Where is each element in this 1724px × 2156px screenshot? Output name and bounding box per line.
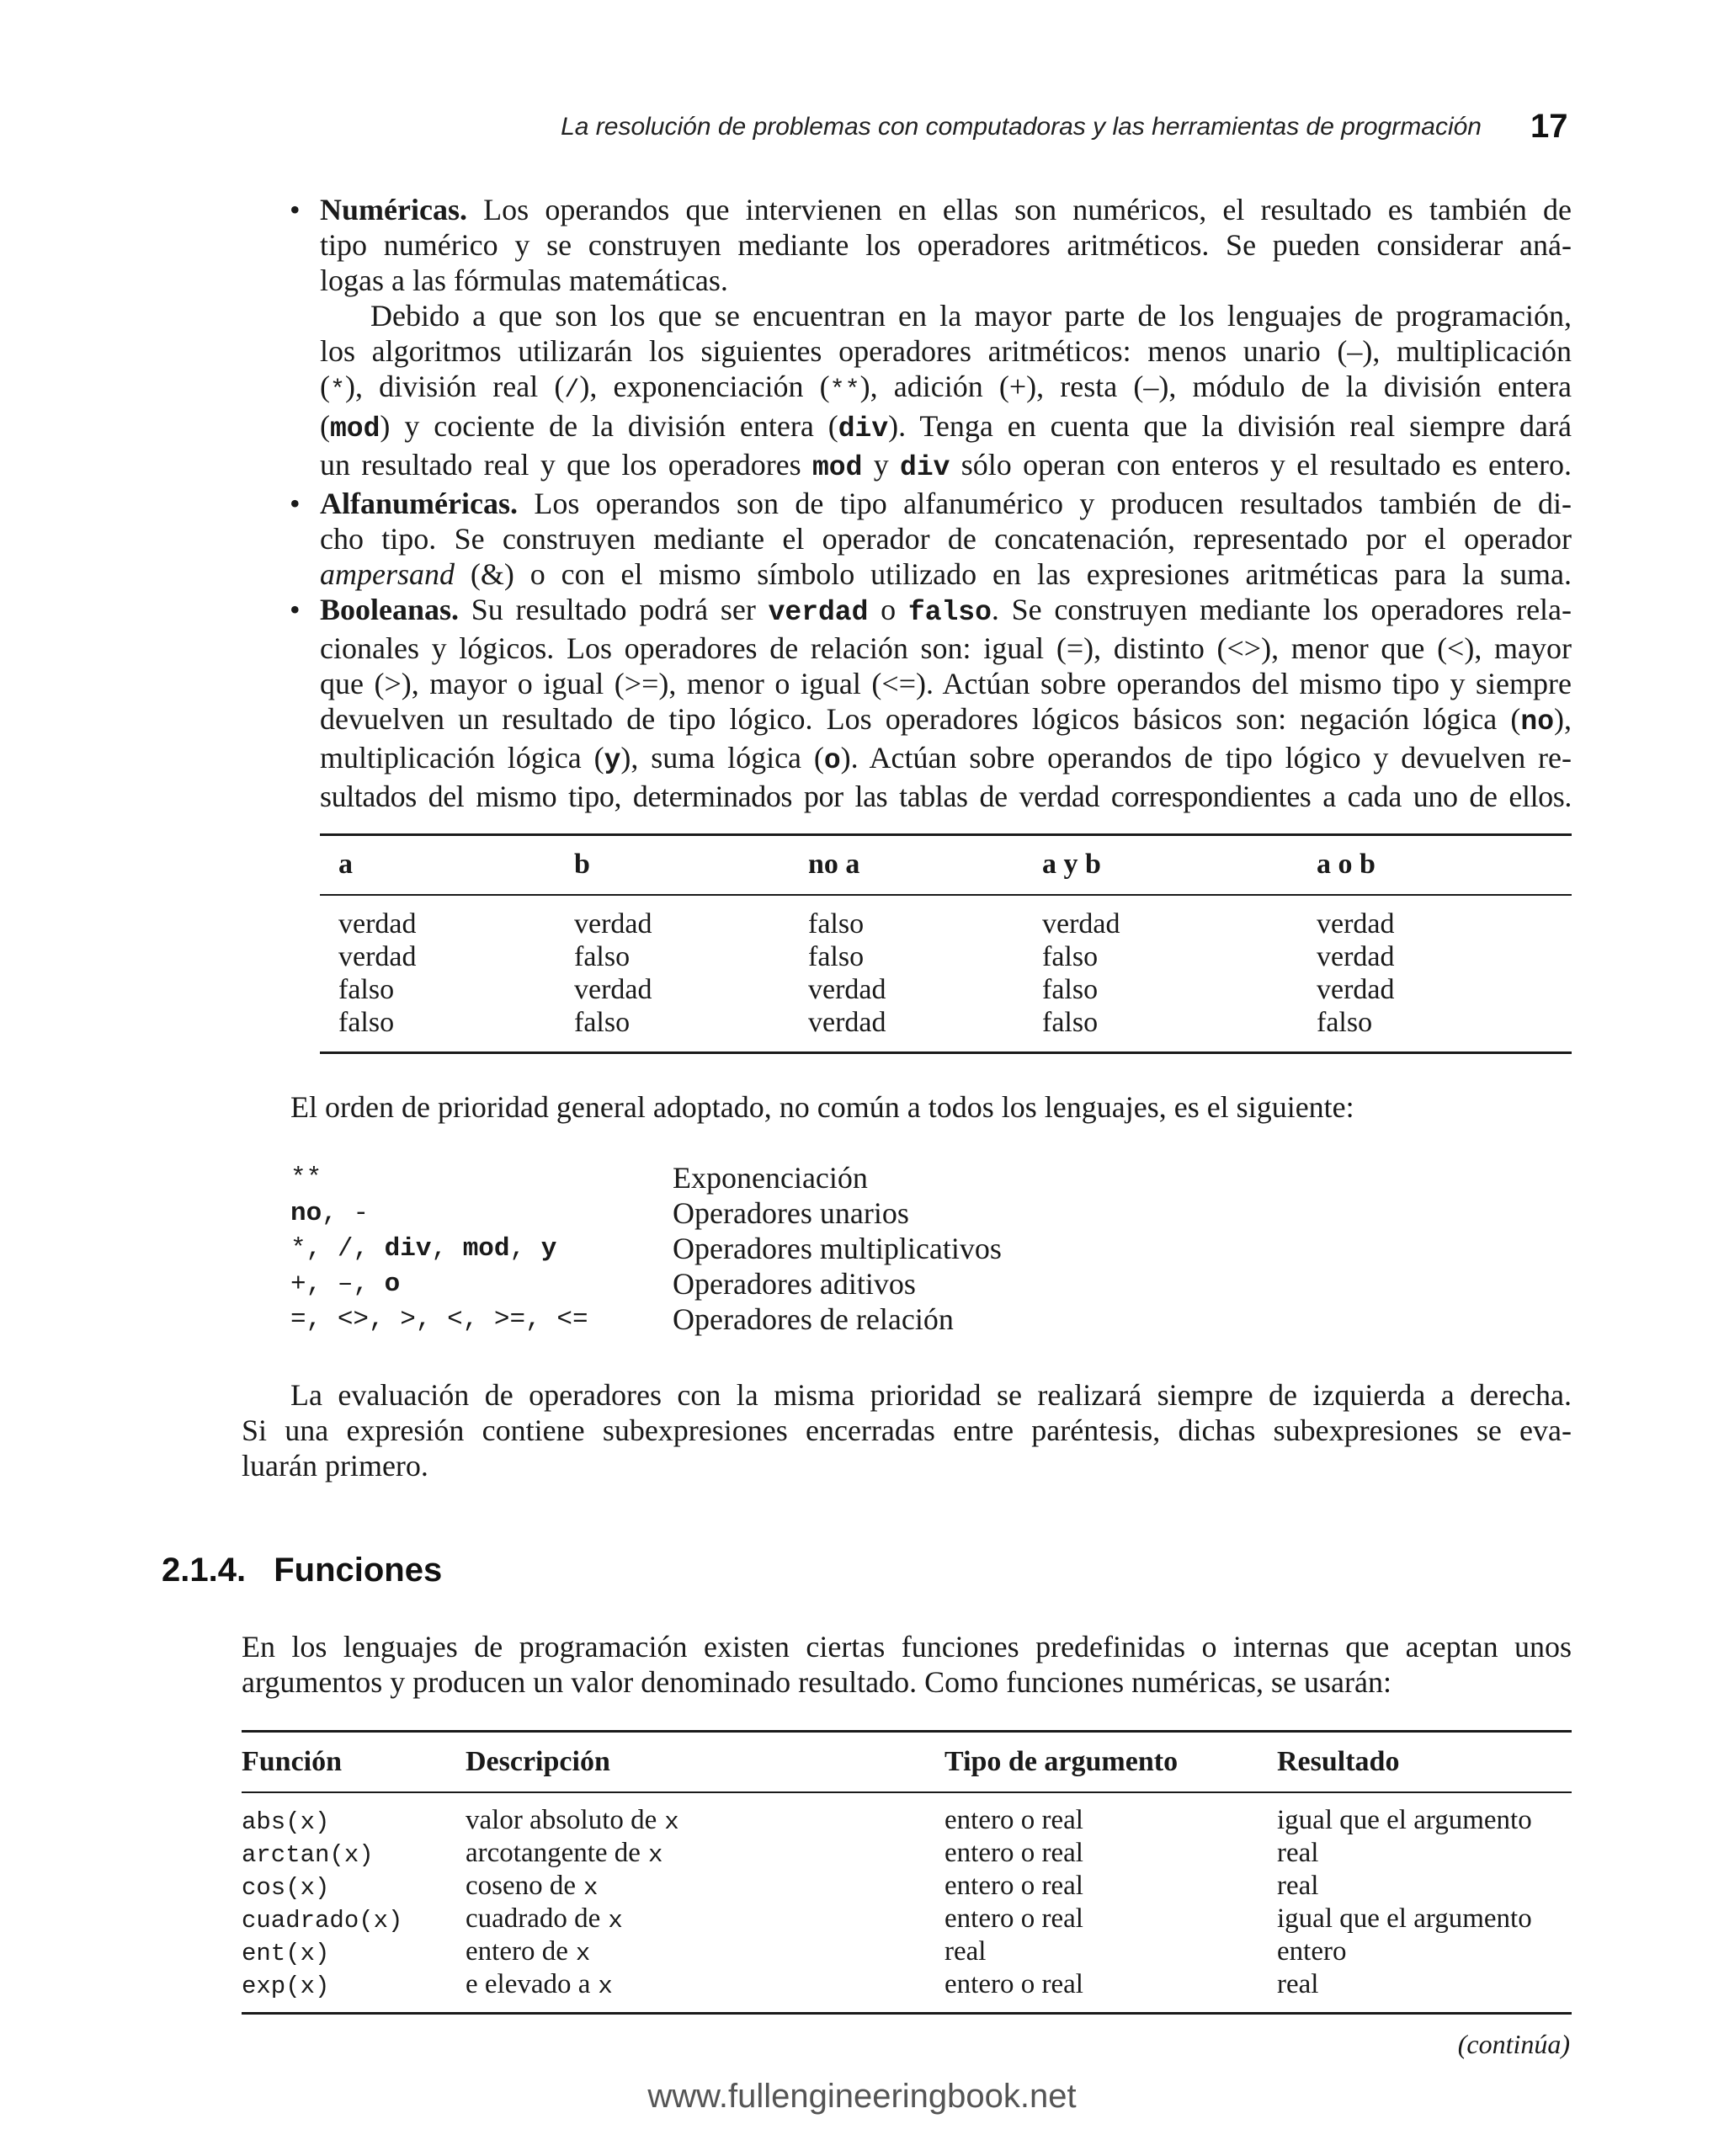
operator-div: / [564,376,580,405]
function-name: ent(x) [242,1940,330,1967]
function-variable-x: x [647,1841,663,1869]
text-fragment: ), [1554,702,1572,736]
text-fragment: y [873,448,889,482]
function-description-text: arcotangente de [466,1838,641,1868]
function-row [242,1936,1572,1969]
functions-table-body [242,1805,1572,2002]
evaluation-line-3: luarán primero. [242,1449,428,1483]
priority-description: Operadores aditivos [673,1267,916,1301]
priority-operator-token: , [462,1305,494,1334]
functions-col-tipo: Tipo de argumento [944,1746,1179,1777]
running-header [505,113,1482,141]
function-argument-type: entero o real [944,1838,1083,1868]
function-description-text: coseno de [466,1871,577,1901]
keyword-mod: mod [811,452,863,483]
alfanumericas-line-1 [320,486,1572,521]
priority-operator-token: , [415,1305,448,1334]
bullet-dot-icon: • [290,593,301,626]
priority-operator-token: = [290,1305,306,1334]
function-description-text: e elevado a [466,1969,591,1999]
numericas-text-1: Los operandos que intervienen en ellas son numéricos, el resultado es también de [483,193,1572,226]
running-title: La resolución de problemas con computadoras y las herramientas de progrmación [561,113,1482,141]
booleanas-line-6: sultados del mismo tipo, determinados por las tablas de verdad correspondientes a cada uno de ellos. [320,780,1572,813]
text-fragment: ). Tenga en cuenta que la división real siempre dará [888,409,1572,443]
truth-table-top-rule [320,833,1572,836]
priority-rows [290,1160,1301,1337]
truth-table-cell: verdad [338,908,417,940]
text-fragment: ) y cociente de la división entera ( [380,409,838,443]
keyword-div: div [900,452,950,483]
priority-row [290,1231,1301,1266]
text-fragment: ), suma lógica ( [620,741,824,775]
numericas-line-2: tipo numérico y se construyen mediante los operadores aritméticos. Se pueden considerar aná- [320,228,1572,262]
truth-table-cell: falso [1042,974,1099,1005]
priority-operator-token: – [337,1270,354,1299]
truth-col-a: a [338,849,353,880]
priority-operator-token: < [447,1305,463,1334]
truth-table-cell: falso [808,908,865,940]
function-name: cuadrado(x) [242,1907,403,1935]
alfanumericas-line-2: cho tipo. Se construyen mediante el operador de concatenación, representado por el operador [320,522,1572,556]
truth-col-b: b [574,849,590,880]
priority-operator-token: , [509,1234,541,1264]
truth-table-cell: verdad [1317,974,1395,1005]
function-row [242,1805,1572,1838]
alfanumericas-text-1: Los operandos son de tipo alfanumérico y producen resultados también de di- [534,487,1572,520]
bullet-dot-icon: • [290,487,301,520]
truth-table-cell: falso [574,1007,631,1038]
numericas-line-1 [320,192,1572,227]
function-variable-x: x [608,1907,623,1935]
text-fragment: Su resultado podrá ser [471,593,756,626]
evaluation-line-1: La evaluación de operadores con la misma prioridad se realizará siempre de izquierda a derecha. [290,1378,1572,1412]
truth-table-cell: falso [338,1007,395,1038]
function-argument-type: entero o real [944,1805,1083,1835]
function-argument-type: entero o real [944,1903,1083,1934]
operator-exp: ** [829,376,860,405]
function-description [466,1903,623,1935]
text-fragment: devuelven un resultado de tipo lógico. Los operadores lógicos básicos son: negación lógica ( [320,702,1521,736]
bullet-booleanas [290,592,1572,814]
truth-table-cell: falso [1042,1007,1099,1038]
priority-operators [290,1234,556,1264]
truth-table-cell: verdad [1042,908,1120,940]
priority-table [290,1160,1301,1337]
booleanas-line-2: cionales y lógicos. Los operadores de relación son: igual (=), distinto (<>), menor que (<), mayor [320,631,1572,665]
function-result: real [1277,1838,1319,1868]
function-argument-type: entero o real [944,1871,1083,1901]
function-variable-x: x [583,1874,599,1902]
text-fragment: ( [320,409,330,443]
function-description [466,1969,613,2000]
functions-table-top-rule [242,1730,1572,1733]
term-alfanumericas: Alfanuméricas. [320,487,518,520]
function-variable-x: x [575,1940,591,1967]
priority-operators [290,1305,588,1334]
priority-operators [290,1270,400,1299]
term-booleanas: Booleanas. [320,593,460,626]
function-result: igual que el argumento [1277,1805,1532,1835]
priority-operator-token: / [337,1234,354,1264]
section-heading [162,1552,442,1589]
priority-operator-token: > [400,1305,416,1334]
section-number: 2.1.4. [162,1552,247,1589]
text-fragment: ), adición (+), resta (–), módulo de la división entera [859,370,1572,403]
text-fragment: un resultado real y que los operadores [320,448,801,482]
function-rows [242,1805,1572,2002]
function-row [242,1871,1572,1903]
section-intro-line-1: En los lenguajes de programación existen ciertas funciones predefinidas o internas que aceptan unos [242,1630,1572,1664]
priority-description: Operadores multiplicativos [673,1232,1002,1265]
truth-table-cell: falso [808,941,865,972]
function-name: arctan(x) [242,1841,374,1869]
priority-operator-token: * [290,1234,306,1264]
booleanas-line-3: que (>), mayor o igual (>=), menor o igual (<=). Actúan sobre operandos del mismo tipo y siempre [320,667,1572,700]
truth-table-cell: falso [338,974,395,1005]
functions-table-bottom-rule [242,2012,1572,2015]
priority-operators [290,1199,369,1228]
priority-row [290,1160,1301,1195]
keyword-no: no [1520,706,1554,737]
keyword-mod: mod [330,413,380,445]
evaluation-paragraph [242,1377,1572,1483]
text-fragment: o [881,593,897,626]
booleanas-line-1 [320,592,1572,631]
italic-ampersand: ampersand [320,557,455,591]
truth-table-cell: verdad [808,1007,886,1038]
priority-operator-token: <= [556,1305,588,1334]
truth-table-cell: verdad [808,974,886,1005]
operator-mul: * [330,376,346,405]
numericas-p2-line-3 [320,369,1572,408]
function-variable-x: x [664,1808,679,1836]
truth-table-cell: verdad [1317,941,1395,972]
text-fragment: multiplicación lógica ( [320,741,604,775]
priority-operator-token: , [322,1199,354,1228]
priority-operator-token: div [384,1234,432,1264]
priority-operator-token: , [431,1234,463,1264]
priority-operator-token: , [306,1270,338,1299]
text-fragment: ), exponenciación ( [579,370,830,403]
keyword-verdad: verdad [768,597,869,628]
priority-intro: El orden de prioridad general adoptado, no común a todos los lenguajes, es el siguiente: [290,1090,1354,1124]
functions-col-funcion: Función [242,1746,343,1777]
keyword-o: o [823,745,841,776]
function-description [466,1838,662,1869]
text-fragment: (&) o con el mismo símbolo utilizado en las expresiones aritméticas para la suma. [470,557,1572,591]
priority-operator-token: no [290,1199,322,1228]
function-result: real [1277,1969,1319,1999]
section-intro-line-2: argumentos y producen un valor denominado resultado. Como funciones numéricas, se usarán: [242,1665,1391,1699]
section-intro [242,1629,1572,1700]
text-fragment: sólo operan con enteros y el resultado es entero. [960,448,1572,482]
alfanumericas-line-3 [320,556,1572,592]
priority-description: Exponenciación [673,1161,868,1195]
functions-table-header-rule [242,1791,1572,1793]
priority-operator-token: mod [462,1234,510,1264]
section-title: Funciones [274,1552,443,1589]
function-description-text: entero de [466,1936,568,1967]
priority-operators [290,1163,322,1193]
priority-row [290,1195,1301,1231]
continues-note: (continúa) [1457,2029,1570,2059]
bullet-dot-icon: • [290,193,301,226]
evaluation-line-2: Si una expresión contiene subexpresiones encerradas entre paréntesis, dichas subexpresiones se eva- [242,1413,1572,1447]
function-row [242,1838,1572,1871]
priority-operator-token: , [525,1305,557,1334]
priority-operator-token: >= [493,1305,526,1334]
priority-operator-token: , [353,1270,385,1299]
priority-description: Operadores unarios [673,1196,909,1230]
priority-description: Operadores de relación [673,1302,954,1336]
numericas-line-3: logas a las fórmulas matemáticas. [320,264,728,297]
function-name: cos(x) [242,1874,330,1902]
priority-operator-token: o [384,1270,401,1299]
watermark-url: www.fullengineeringbook.net [647,2078,1077,2115]
priority-operator-token: y [540,1234,557,1264]
function-description [466,1936,590,1967]
page-number: 17 [1530,108,1568,145]
truth-table-cell: verdad [574,908,652,940]
priority-operator-token: , [353,1234,385,1264]
truth-col-no-a: no a [808,849,860,880]
truth-col-a-o-b: a o b [1317,849,1375,880]
function-result: entero [1277,1936,1347,1967]
truth-table-cell: falso [574,941,631,972]
truth-col-a-y-b: a y b [1042,849,1101,880]
numericas-p2-line-5 [320,447,1572,486]
priority-operator-token: , [369,1305,401,1334]
functions-col-descripcion: Descripción [466,1746,610,1777]
function-argument-type: entero o real [944,1969,1083,1999]
priority-operator-token: <> [337,1305,370,1334]
function-description-text: cuadrado de [466,1903,601,1934]
truth-table-bottom-rule [320,1051,1572,1054]
function-result: igual que el argumento [1277,1903,1532,1934]
functions-col-resultado: Resultado [1277,1746,1400,1777]
text-fragment: . Se construyen mediante los operadores rela- [991,593,1572,626]
booleanas-line-4 [320,701,1572,740]
function-name: exp(x) [242,1972,330,2000]
booleanas-line-5 [320,740,1572,779]
truth-table-cell: falso [1042,941,1099,972]
text-fragment: ( [320,370,330,403]
function-description-text: valor absoluto de [466,1805,657,1835]
priority-operator-token: - [353,1199,370,1228]
numericas-p2-line-2: los algoritmos utilizarán los siguientes operadores aritméticos: menos unario (–), multiplicación [320,334,1572,368]
truth-table-cell: verdad [338,941,417,972]
bullet-alfanumericas [290,486,1572,592]
function-description [466,1871,598,1902]
function-variable-x: x [598,1972,613,2000]
function-row [242,1969,1572,2002]
function-row [242,1903,1572,1936]
truth-table-header-rule [320,894,1572,896]
priority-operator-token: , [306,1234,338,1264]
keyword-falso: falso [907,597,992,628]
text-fragment: ), división real ( [345,370,565,403]
truth-table-cell: falso [1317,1007,1373,1038]
priority-operator-token: + [290,1270,306,1299]
truth-table-cell: verdad [574,974,652,1005]
numericas-p2-line-1: Debido a que son los que se encuentran en la mayor parte de los lenguajes de programación, [370,299,1572,333]
term-numericas: Numéricas. [320,193,467,226]
keyword-y: y [604,745,621,776]
priority-operator-token: ** [290,1163,322,1193]
bullet-list [290,192,1572,814]
bullet-numericas [290,192,1572,486]
priority-row [290,1302,1301,1337]
function-argument-type: real [944,1936,987,1967]
truth-table-cell: verdad [1317,908,1395,940]
priority-row [290,1266,1301,1302]
numericas-p2-line-4 [320,408,1572,447]
keyword-div: div [838,413,889,445]
function-description [466,1805,679,1836]
function-name: abs(x) [242,1808,330,1836]
text-fragment: ). Actúan sobre operandos de tipo lógico y devuelven re- [840,741,1572,775]
priority-operator-token: , [306,1305,338,1334]
function-result: real [1277,1871,1319,1901]
